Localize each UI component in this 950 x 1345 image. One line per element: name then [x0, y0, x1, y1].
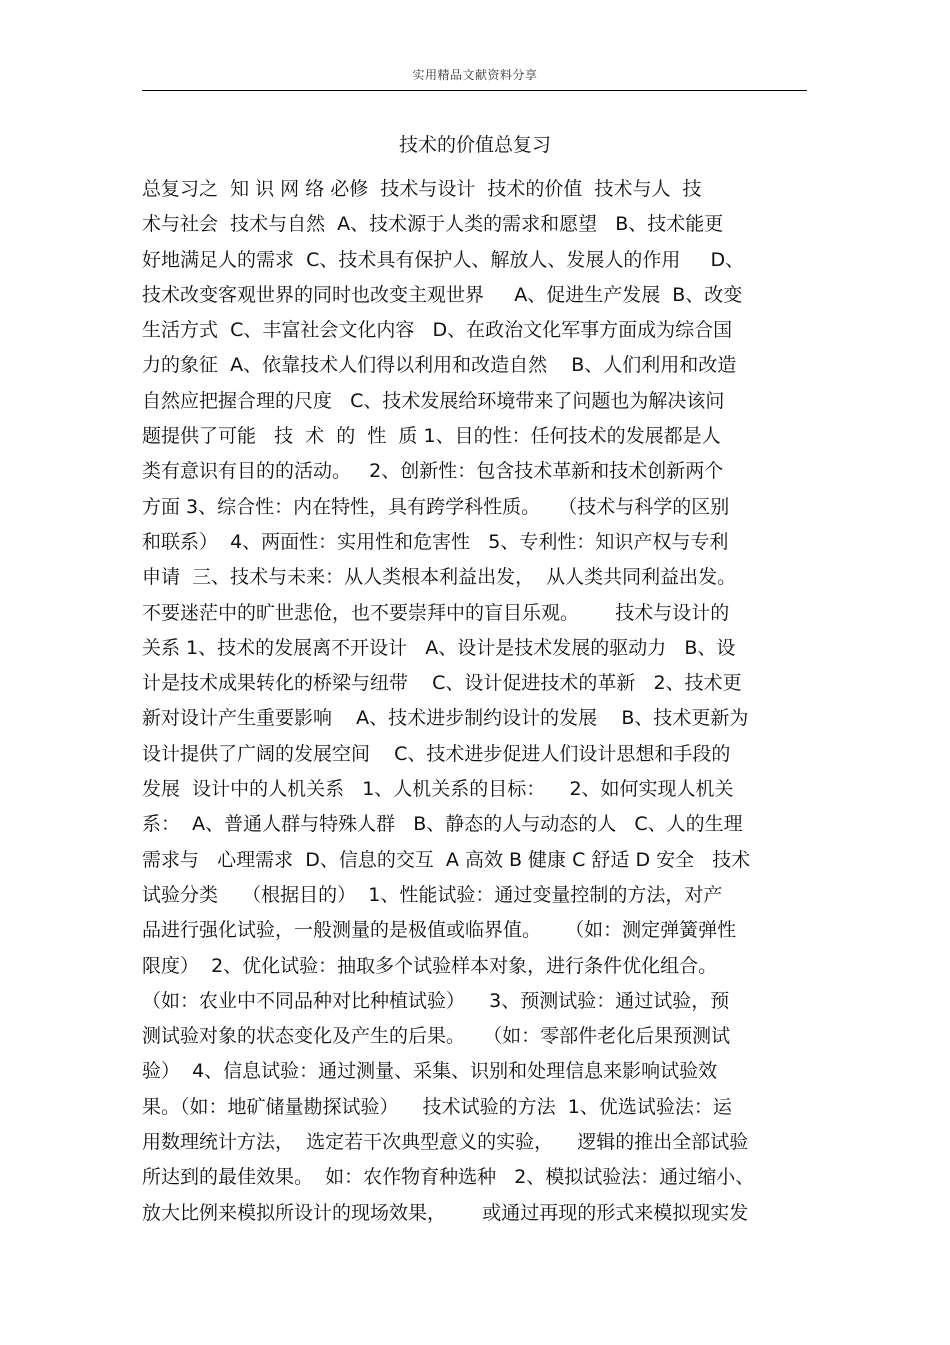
body-text-line: 放大比例来模拟所设计的现场效果， 或通过再现的形式来模拟现实发 [142, 1201, 749, 1224]
body-text-line: 术与社会 技术与自然 A、技术源于人类的需求和愿望 B、技术能更 [142, 213, 724, 236]
body-text-line: 生活方式 C、丰富社会文化内容 D、在政治文化军事方面成为综合国 [142, 319, 733, 342]
body-text-line: 类有意识有目的的活动。 2、创新性：包含技术革新和技术创新两个 [142, 460, 724, 483]
page-header-text: 实用精品文献资料分享 [412, 68, 538, 82]
body-text-line: 验） 4、信息试验：通过测量、采集、识别和处理信息来影响试验效 [142, 1060, 718, 1083]
body-text-line: 用数理统计方法， 选定若干次典型意义的实验， 逻辑的推出全部试验 [142, 1131, 749, 1154]
body-text-line: 好地满足人的需求 C、技术具有保护人、解放人、发展人的作用 D、 [142, 248, 745, 271]
body-text-line: 自然应把握合理的尺度 C、技术发展给环境带来了问题也为解决该问 [142, 389, 725, 412]
document-title: 技术的价值总复习 [398, 134, 551, 156]
body-text-line: 需求与 心理需求 D、信息的交互 A 高效 B 健康 C 舒适 D 安全 技术 [142, 848, 751, 871]
body-text-line: 新对设计产生重要影响 A、技术进步制约设计的发展 B、技术更新为 [142, 707, 749, 730]
body-text-line: 技术改变客观世界的同时也改变主观世界 A、促进生产发展 B、改变 [142, 283, 743, 306]
body-text-line: 发展 设计中的人机关系 1、人机关系的目标： 2、如何实现人机关 [142, 778, 734, 801]
body-text-line: 限度） 2、优化试验：抽取多个试验样本对象，进行条件优化组合。 [142, 954, 718, 977]
body-text-line: 设计提供了广阔的发展空间 C、技术进步促进人们设计思想和手段的 [142, 742, 731, 765]
header-divider [142, 90, 807, 91]
body-text-line: 题提供了可能 技 术 的 性 质 1、目的性：任何技术的发展都是人 [142, 425, 721, 448]
body-text-line: 关系 1、技术的发展离不开设计 A、设计是技术发展的驱动力 B、设 [142, 636, 736, 659]
body-text-line: 不要迷茫中的旷世悲伧，也不要崇拜中的盲目乐观。 技术与设计的 [142, 601, 730, 624]
body-text-line: 计是技术成果转化的桥梁与纽带 C、设计促进技术的革新 2、技术更 [142, 672, 742, 695]
body-text-line: （如：农业中不同品种对比种植试验） 3、预测试验：通过试验，预 [142, 989, 730, 1012]
body-text-line: 力的象征 A、依靠技术人们得以利用和改造自然 B、人们利用和改造 [142, 354, 737, 377]
body-text-line: 申请 三、技术与未来：从人类根本利益出发， 从人类共同利益出发。 [142, 566, 737, 589]
body-text-line: 总复习之 知 识 网 络 必修 技术与设计 技术的价值 技术与人 技 [142, 178, 702, 200]
body-text-line: 和联系） 4、两面性：实用性和危害性 5、专利性：知识产权与专利 [142, 530, 729, 553]
body-text-line: 果。（如：地矿储量勘探试验） 技术试验的方法 1、优选试验法：运 [142, 1095, 732, 1118]
body-text-line: 系： A、普通人群与特殊人群 B、静态的人与动态的人 C、人的生理 [142, 813, 743, 836]
body-text-line: 试验分类 （根据目的） 1、性能试验：通过变量控制的方法，对产 [142, 883, 723, 906]
body-text-line: 方面 3、综合性：内在特性，具有跨学科性质。 （技术与科学的区别 [142, 495, 730, 518]
body-text-line: 所达到的最佳效果。 如：农作物育种选种 2、模拟试验法：通过缩小、 [142, 1166, 755, 1189]
body-text-line: 测试验对象的状态变化及产生的后果。 （如：零部件老化后果预测试 [142, 1025, 731, 1048]
document-body [142, 172, 822, 1231]
body-text-line: 品进行强化试验，一般测量的是极值或临界值。 （如：测定弹簧弹性 [142, 919, 737, 942]
